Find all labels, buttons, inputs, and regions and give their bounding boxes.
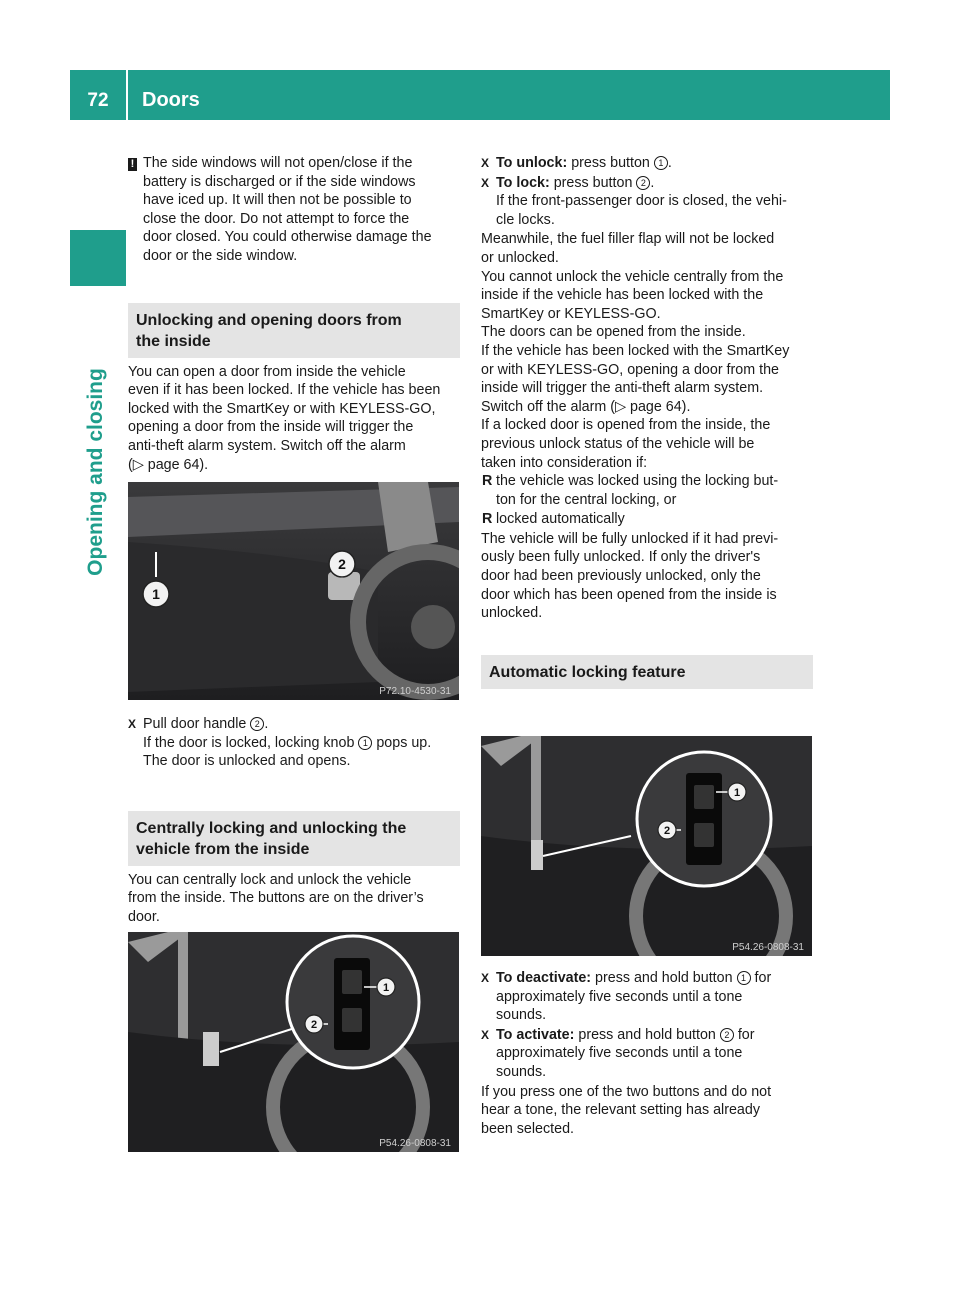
step-sub-text: pops up. [372, 734, 432, 751]
step-arrow-icon: X [481, 175, 490, 190]
side-tab-marker [70, 230, 126, 286]
section-heading-unlocking [128, 303, 460, 358]
chapter-title: Doors [142, 89, 200, 111]
step-text: press and hold button [574, 1026, 720, 1043]
callout-number: 2 [720, 1028, 734, 1042]
body-line: SmartKey or KEYLESS-GO. [481, 305, 661, 322]
warning-line: close the door. Do not attempt to force the [143, 210, 410, 227]
callout-2: 2 [310, 1019, 318, 1031]
body-line: or with KEYLESS-GO, opening a door from the [481, 361, 780, 378]
right-column-lower [481, 970, 813, 1139]
step-text: press button [567, 155, 654, 171]
body-line: Switch off the alarm ( [481, 398, 616, 415]
step-label: To unlock: [496, 155, 568, 171]
body-line: inside will trigger the anti-theft alarm system. [481, 380, 764, 397]
door-handle-photo [128, 482, 459, 700]
body-line: door. [128, 908, 160, 925]
header-divider [126, 70, 128, 120]
image-code: P54.26-0808-31 [379, 1138, 451, 1149]
body-line: unlocked. [481, 605, 543, 622]
body-line: If the vehicle has been locked with the SmartKey [481, 342, 790, 359]
step-label: To deactivate: [496, 970, 592, 986]
step-pull-handle [128, 716, 460, 771]
step-unlock: X To unlock: press button 1 . [481, 155, 672, 171]
step-sub-text: sounds. [496, 1063, 547, 1080]
warning-line: door closed. You could otherwise damage the [143, 229, 432, 246]
step-text: press and hold button [591, 970, 737, 986]
callout-number: 2 [250, 717, 264, 731]
heading-line: vehicle from the inside [136, 840, 310, 858]
page-reference[interactable] [128, 457, 460, 475]
callout-1: 1 [733, 787, 741, 799]
page-number: 72 [87, 90, 109, 111]
body-line: or unlocked. [481, 249, 559, 266]
step-activate [481, 1027, 813, 1082]
body-line: been selected. [481, 1120, 574, 1137]
step-arrow-icon: X [481, 971, 490, 985]
body-line: anti-theft alarm system. Switch off the alarm [128, 437, 406, 454]
list-item [481, 473, 813, 509]
warning-icon: ! [128, 158, 137, 171]
step-deactivate [481, 970, 813, 1025]
body-line: door had been previously unlocked, only the [481, 568, 761, 585]
body-line: Meanwhile, the fuel filler flap will not be locked [481, 231, 775, 248]
warning-line: door or the side window. [143, 247, 298, 264]
step-sub-text: approximately five seconds until a tone [496, 1045, 743, 1062]
bullet-icon: R [482, 473, 493, 490]
list-item [481, 511, 813, 529]
warning-line: The side windows will not open/close if the [143, 155, 413, 171]
section-heading-automatic: Automatic locking feature [481, 655, 813, 689]
right-column [481, 155, 813, 689]
step-sub-text: If the door is locked, locking knob [143, 734, 359, 751]
step-sub-text: sounds. [496, 1007, 547, 1024]
ref-paren: ( [128, 456, 133, 473]
body-line: hear a tone, the relevant setting has already [481, 1102, 760, 1119]
body-line: even if it has been locked. If the vehicle has been [128, 382, 441, 399]
step-text: press button [549, 174, 637, 191]
heading-line: Centrally locking and unlocking the [136, 819, 407, 837]
step-label: To lock: [496, 174, 550, 191]
callout-number: 2 [636, 176, 650, 190]
callout-number: 1 [358, 736, 372, 750]
body-line: inside if the vehicle has been locked with the [481, 287, 764, 304]
body-line: The doors can be opened from the inside. [481, 324, 746, 341]
body-line: opening a door from the inside will trigger the [128, 419, 414, 436]
callout-2: 2 [338, 556, 346, 572]
bullet-icon: R [482, 511, 493, 528]
callout-1: 1 [152, 586, 160, 602]
bullet-text: the vehicle was locked using the locking but- [496, 473, 779, 490]
step-sub-text: approximately five seconds until a tone [496, 988, 743, 1005]
step-lock: X To lock: press button 2 . If the front-passenger door is closed, the vehi- cle locks. [481, 175, 813, 230]
body-line: You can open a door from inside the vehicle [128, 363, 406, 380]
ref-arrow-icon: ▷ [615, 398, 627, 415]
side-section-title: Opening and closing [84, 368, 107, 576]
body-line: You cannot unlock the vehicle centrally from the [481, 268, 784, 285]
image-code: P54.26-0808-31 [732, 942, 804, 953]
heading-line: Unlocking and opening doors from [136, 311, 402, 329]
step-label: To activate: [496, 1026, 575, 1043]
step-sub-text: cle locks. [496, 211, 555, 228]
step-end: for [733, 1026, 755, 1043]
warning-line: have iced up. It will then not be possible to [143, 192, 412, 209]
ref-text: page 64). [143, 456, 209, 473]
step-arrow-icon: X [128, 717, 137, 731]
body-line: previous unlock status of the vehicle will be [481, 435, 755, 452]
ref-arrow-icon: ▷ [132, 456, 144, 473]
step-end: for [750, 970, 772, 986]
body-line: door which has been opened from the inside is [481, 586, 777, 603]
body-line: If a locked door is opened from the inside, the [481, 417, 771, 434]
central-lock-photo [128, 932, 459, 1152]
bullet-text: locked automatically [496, 511, 625, 528]
callout-1: 1 [382, 982, 390, 994]
callout-number: 1 [654, 156, 668, 170]
section-heading-central [128, 811, 460, 866]
body-line: ously been fully unlocked. If only the driver's [481, 549, 761, 566]
ref-text: page 64). [626, 398, 691, 415]
body-line: The vehicle will be fully unlocked if it had previ- [481, 530, 779, 547]
automatic-lock-photo [481, 736, 812, 956]
step-end: . [264, 716, 269, 732]
step-sub-text: The door is unlocked and opens. [143, 753, 351, 770]
image-code: P72.10-4530-31 [379, 686, 451, 697]
warning-block [128, 155, 460, 266]
bullet-text: ton for the central locking, or [496, 491, 677, 508]
step-sub-text: If the front-passenger door is closed, the vehi- [496, 193, 787, 210]
heading-line: the inside [136, 332, 211, 350]
step-arrow-icon: X [481, 1027, 490, 1042]
left-column-lower [128, 716, 460, 928]
body-line: You can centrally lock and unlock the vehicle [128, 871, 412, 888]
step-arrow-icon: X [481, 156, 490, 170]
body-line: locked with the SmartKey or with KEYLESS-GO, [128, 400, 436, 417]
callout-number: 1 [737, 971, 751, 985]
body-line: taken into consideration if: [481, 454, 648, 471]
callout-2: 2 [663, 825, 671, 837]
page-reference[interactable] [481, 399, 813, 417]
warning-line: battery is discharged or if the side windows [143, 173, 416, 190]
left-column [128, 155, 460, 475]
step-text: Pull door handle [143, 716, 251, 732]
body-line: If you press one of the two buttons and do not [481, 1083, 772, 1100]
body-line: from the inside. The buttons are on the driver’s [128, 890, 424, 907]
